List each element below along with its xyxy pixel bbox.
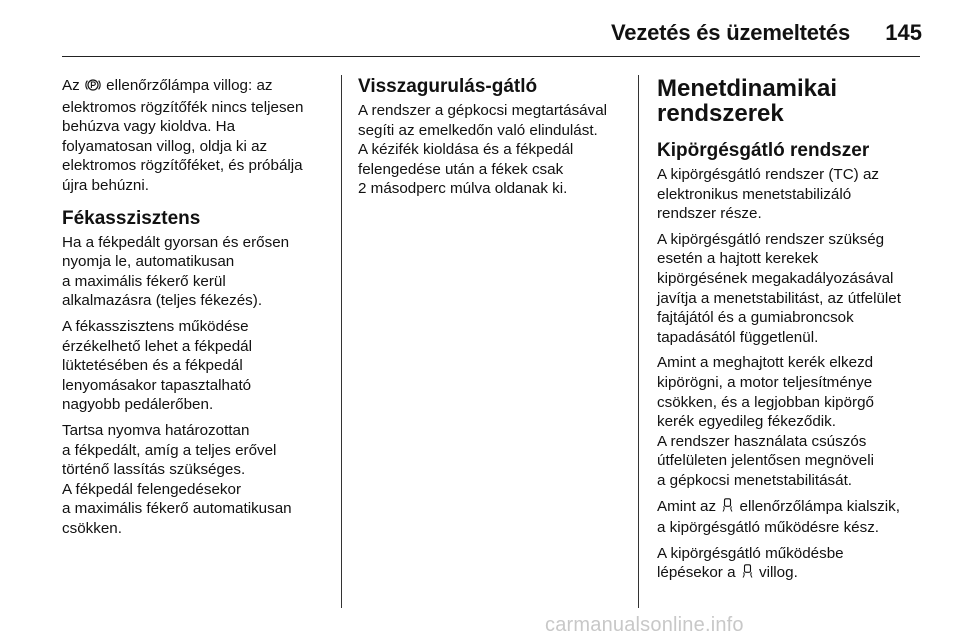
hill-start-assist-paragraph: A rendszer a gépkocsi megtartásával segíti az emelkedőn való elindulást. A kézifék kioldása és a fékpedál felengedése után a fékek csak 2 másodperc múlva oldanak ki. [358,102,608,198]
header-rule [62,56,920,57]
traction-control-paragraph-2: A kipörgésgátló rendszer szükség esetén a hajtott kerekek kipörgésének megakadályozásával javítja a menetstabilitást, az útfelület fajtájától és a gumiabroncsok tapadásától függetlenül. [657,230,901,346]
page-number: 145 [885,20,922,45]
hill-start-assist-heading: Visszagurulás-gátló [358,76,538,97]
text-segment: villog. [754,564,798,582]
traction-control-paragraph-4 [657,497,929,538]
text-segment: Az [62,77,84,94]
traction-control-icon [721,498,734,519]
parking-brake-warning-icon [85,78,101,98]
column-1 [62,76,334,544]
brake-assist-paragraph-2: A fékasszisztens működése érzékelhető lehet a fékpedál lüktetésében és a fékpedál lenyomásakor tapasztalható nagyobb pedálerőben. [62,317,252,414]
traction-control-icon [741,564,754,585]
traction-control-paragraph-1: A kipörgésgátló rendszer (TC) az elektronikus menetstabilizáló rendszer része. [657,166,879,223]
text-segment: Amint az [657,497,721,515]
traction-control-heading: Kipörgésgátló rendszer [657,140,870,161]
column-2 [358,76,630,205]
parking-brake-paragraph [62,76,334,196]
page-header-title: Vezetés és üzemeltetés [611,20,850,45]
page-header [0,0,960,58]
chapter-heading: Menetdinamikai rendszerek [657,75,838,127]
text-segment: ellenőrzőlámpa kialszik, a kipörgésgátló működésre kész. [657,497,900,537]
traction-control-paragraph-5 [657,544,929,585]
text-segment: ellenőrzőlámpa villog: az elektromos rögzítőfék nincs teljesen behúzva vagy kioldva. Ha folyamatosan villog, oldja ki az elektromos rögzítőféket, és próbálja újra behúzni. [62,77,304,194]
column-divider-1 [341,75,342,608]
watermark: carmanualsonline.info [545,614,744,636]
brake-assist-paragraph-1: Ha a fékpedált gyorsan és erősen nyomja le, automatikusan a maximális fékerő kerül alkalmazásra (teljes fékezés). [62,233,290,310]
traction-control-paragraph-3: Amint a meghajtott kerék elkezd kipörögni, a motor teljesítménye csökken, és a legjobban kipörgő kerék egyedileg fékeződik. A rendszer használata csúszós útfelületen jelentősen megnöveli a gépkocsi menetstabilitását. [657,354,874,489]
brake-assist-paragraph-3: Tartsa nyomva határozottan a fékpedált, amíg a teljes erővel történő lassítás szükséges. A fékpedál felengedésekor a maximális fékerő automatikusan csökken. [62,421,292,537]
brake-assist-heading: Fékasszisztens [62,207,201,229]
column-3 [657,76,929,591]
column-divider-2 [638,75,639,608]
text-segment: A kipörgésgátló működésbe lépésekor a [657,544,844,582]
